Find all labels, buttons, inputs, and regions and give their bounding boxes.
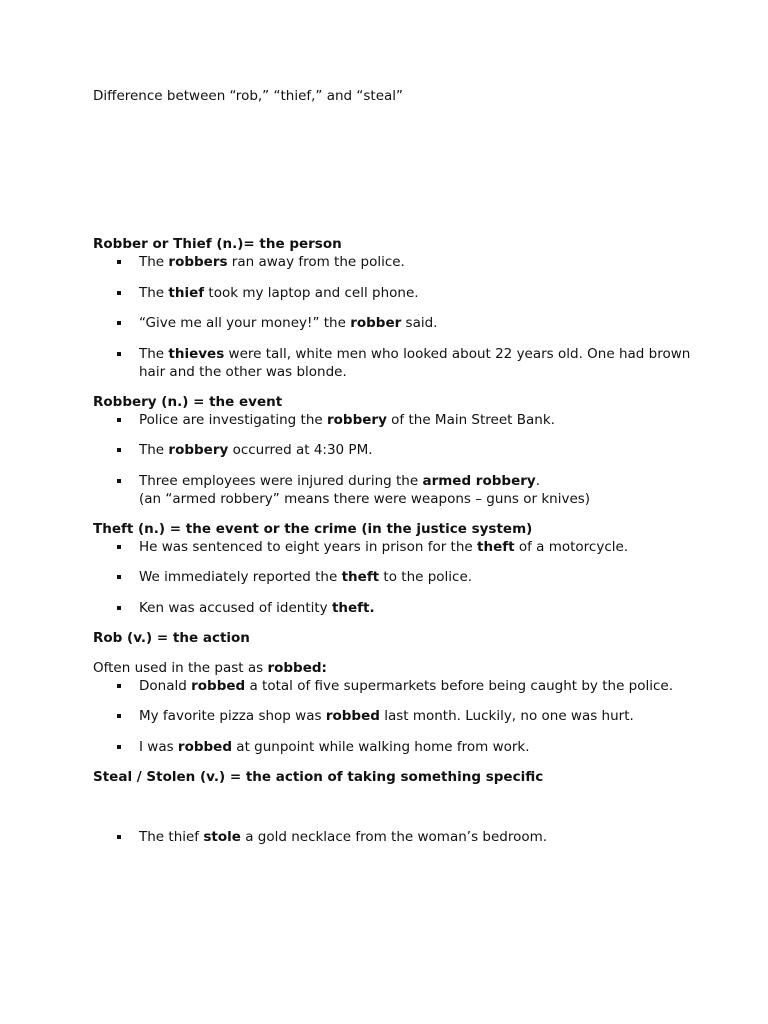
text-run: The bbox=[139, 254, 169, 270]
square-bullet-icon bbox=[117, 352, 121, 356]
section-heading: Robbery (n.) = the event bbox=[93, 393, 283, 410]
bold-term: robbed bbox=[177, 738, 233, 755]
example-list bbox=[93, 538, 693, 617]
bold-term: theft bbox=[341, 569, 380, 585]
text-run: last month. Luckily, no one was hurt. bbox=[379, 708, 634, 724]
list-item bbox=[93, 441, 693, 459]
document-title: Difference between “rob,” “thief,” and “steal” bbox=[93, 88, 404, 104]
list-item bbox=[93, 345, 693, 381]
list-item bbox=[93, 828, 693, 846]
text-run: at gunpoint while walking home from work. bbox=[232, 738, 530, 755]
list-item bbox=[93, 472, 693, 508]
text-run: We immediately reported the bbox=[139, 569, 342, 585]
section-heading: Theft (n.) = the event or the crime (in the justice system) bbox=[93, 520, 533, 537]
bold-term: robbed bbox=[325, 708, 380, 724]
square-bullet-icon bbox=[117, 835, 121, 839]
text-run: were tall, white men who looked about 22 years old. One had brown hair and the other was blonde. bbox=[139, 345, 691, 380]
text-run: “Give me all your money!” the bbox=[139, 315, 351, 331]
item-note: (an “armed robbery” means there were weapons – guns or knives) bbox=[139, 490, 591, 507]
text-run: Three employees were injured during the bbox=[139, 472, 423, 489]
list-item bbox=[93, 738, 693, 756]
list-item bbox=[93, 253, 693, 271]
text-run: Donald bbox=[139, 677, 192, 694]
text-run: Ken was accused of identity bbox=[139, 599, 332, 616]
text-run: Police are investigating the bbox=[139, 411, 327, 428]
bold-term: robbery bbox=[168, 442, 229, 458]
text-run: to the police. bbox=[379, 569, 473, 585]
section-heading: Steal / Stolen (v.) = the action of taking something specific bbox=[93, 768, 544, 785]
list-item bbox=[93, 284, 693, 302]
square-bullet-icon bbox=[117, 545, 121, 549]
document-body bbox=[93, 235, 693, 846]
text-run: Often used in the past as bbox=[93, 659, 268, 676]
example-list bbox=[93, 411, 693, 508]
text-run: a gold necklace from the woman’s bedroom. bbox=[240, 828, 548, 845]
text-run: said. bbox=[401, 315, 438, 331]
text-run: occurred at 4:30 PM. bbox=[228, 442, 373, 458]
bold-term: thieves bbox=[168, 345, 225, 362]
list-item bbox=[93, 707, 693, 725]
square-bullet-icon bbox=[117, 418, 121, 422]
square-bullet-icon bbox=[117, 606, 121, 610]
bold-term: theft bbox=[477, 538, 515, 555]
bold-term: stole bbox=[203, 828, 241, 845]
text-run: of the Main Street Bank. bbox=[386, 411, 555, 428]
square-bullet-icon bbox=[117, 291, 121, 295]
text-run: The thief bbox=[139, 828, 204, 845]
bold-term: thief bbox=[168, 284, 205, 301]
bold-term: robbers bbox=[168, 254, 228, 270]
example-list bbox=[93, 677, 693, 756]
section-intro bbox=[93, 659, 693, 677]
bold-term: robbery bbox=[327, 411, 387, 428]
text-run: The bbox=[139, 345, 169, 362]
list-item bbox=[93, 314, 693, 332]
square-bullet-icon bbox=[117, 714, 121, 718]
text-run: took my laptop and cell phone. bbox=[204, 284, 419, 301]
square-bullet-icon bbox=[117, 684, 121, 688]
list-item bbox=[93, 599, 693, 617]
text-run: The bbox=[139, 284, 169, 301]
example-list bbox=[93, 253, 693, 381]
bold-term: theft. bbox=[331, 599, 375, 616]
text-run: My favorite pizza shop was bbox=[139, 708, 326, 724]
text-run: of a motorcycle. bbox=[514, 538, 629, 555]
list-item bbox=[93, 568, 693, 586]
text-run: The bbox=[139, 442, 169, 458]
square-bullet-icon bbox=[117, 745, 121, 749]
section-heading: Rob (v.) = the action bbox=[93, 629, 250, 646]
text-run: I was bbox=[139, 738, 178, 755]
list-item bbox=[93, 538, 693, 556]
square-bullet-icon bbox=[117, 321, 121, 325]
square-bullet-icon bbox=[117, 575, 121, 579]
text-run: a total of five supermarkets before being caught by the police. bbox=[245, 677, 674, 694]
list-item bbox=[93, 411, 693, 429]
bold-term: robber bbox=[350, 315, 402, 331]
bold-term: robbed bbox=[191, 677, 246, 694]
square-bullet-icon bbox=[117, 260, 121, 264]
bold-term: robbed: bbox=[267, 659, 327, 676]
text-run: ran away from the police. bbox=[227, 254, 405, 270]
list-item bbox=[93, 677, 693, 695]
bold-term: armed robbery bbox=[422, 472, 536, 489]
section-heading: Robber or Thief (n.)= the person bbox=[93, 236, 342, 252]
text-run: He was sentenced to eight years in prison for the bbox=[139, 538, 477, 555]
square-bullet-icon bbox=[117, 479, 121, 483]
example-list bbox=[93, 828, 693, 846]
text-run: . bbox=[535, 472, 540, 489]
square-bullet-icon bbox=[117, 448, 121, 452]
